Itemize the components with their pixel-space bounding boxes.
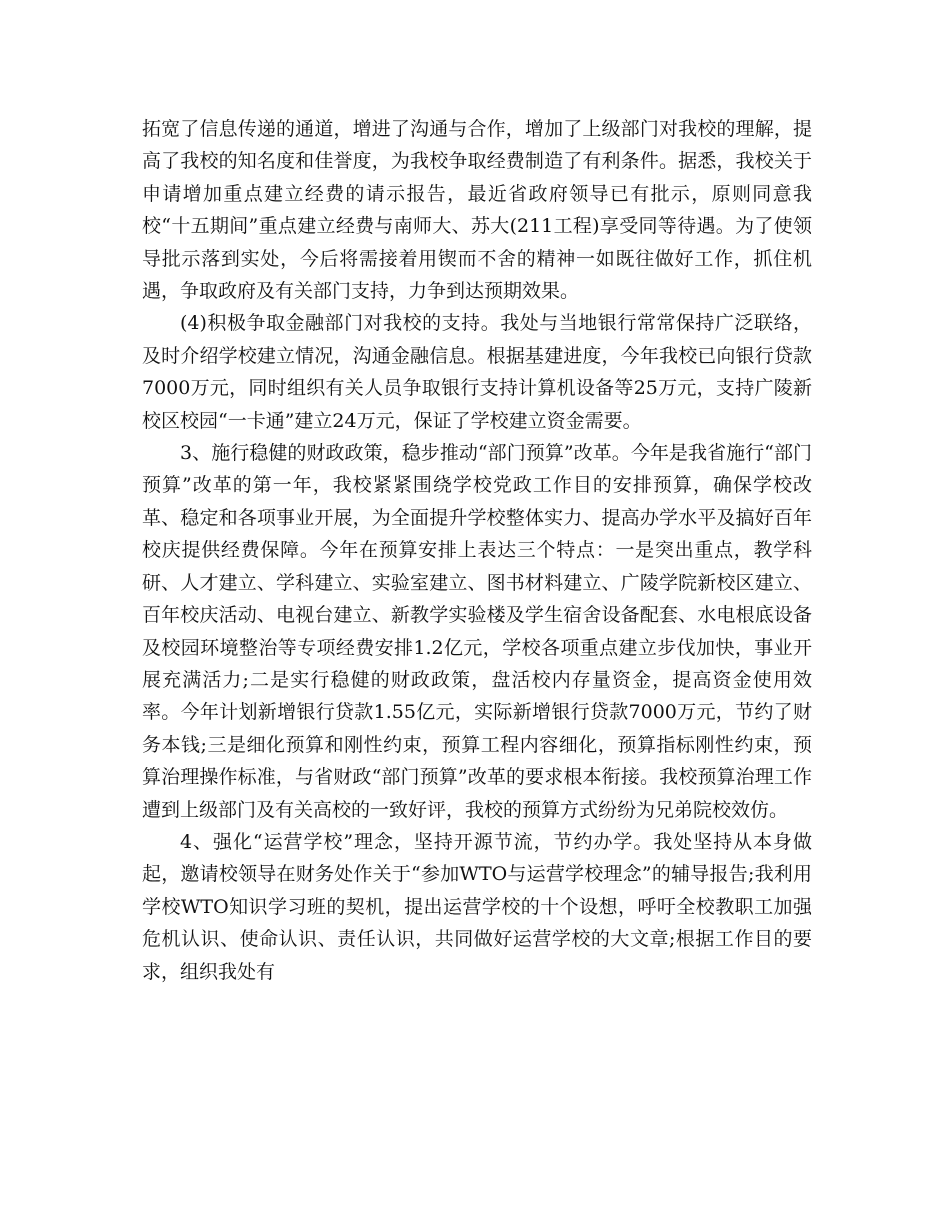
paragraph-budget-reform: 3、施行稳健的财政政策，稳步推动“部门预算”改革。今年是我省施行“部门预算”改革的第一年，我校紧紧围绕学校党政工作目的安排预算，确保学校改革、稳定和各项事业开展，为全面提升学校整体实力、提高办学水平及搞好百年校庆提供经费保障。今年在预算安排上表达三个特点：一是突出重点，教学科研、人才建立、学科建立、实验室建立、图书材料建立、广陵学院新校区建立、百年校庆活动、电视台建立、新教学实验楼及学生宿舍设备配套、水电根底设备及校园环境整治等专项经费安排1.2亿元，学校各项重点建立步伐加快，事业开展充满活力;二是实行稳健的财政政策，盘活校内存量资金，提高资金使用效率。今年计划新增银行贷款1.55亿元，实际新增银行贷款7000万元，节约了财务本钱;三是细化预算和刚性约束，预算工程内容细化，预算指标刚性约束，预算治理操作标准，与省财政“部门预算”改革的要求根本衔接。我校预算治理工作遭到上级部门及有关高校的一致好评，我校的预算方式纷纷为兄弟院校效仿。 — [142, 442, 812, 821]
paragraph-continuation: 拓宽了信息传递的通道，增进了沟通与合作，增加了上级部门对我校的理解，提高了我校的知名度和佳誉度，为我校争取经费制造了有利条件。据悉，我校关于申请增加重点建立经费的请示报告，最近省政府领导已有批示，原则同意我校“十五期间”重点建立经费与南师大、苏大(211工程)享受同等待遇。为了使领导批示落到实处，今后将需接着用锲而不舍的精神一如既往做好工作，抓住机遇，争取政府及有关部门支持，力争到达预期效果。 — [142, 118, 812, 303]
paragraph-financial-support: (4)积极争取金融部门对我校的支持。我处与当地银行常常保持广泛联络，及时介绍学校建立情况，沟通金融信息。根据基建进度，今年我校已向银行贷款7000万元，同时组织有关人员争取银行支持计算机设备等25万元，支持广陵新校区校园“一卡通”建立24万元，保证了学校建立资金需要。 — [142, 312, 812, 432]
paragraph-operating-school: 4、强化“运营学校”理念，坚持开源节流，节约办学。我处坚持从本身做起，邀请校领导在财务处作关于“参加WTO与运营学校理念”的辅导报告;我利用学校WTO知识学习班的契机，提出运营学校的十个设想，呼吁全校教职工加强危机认识、使命认识、责任认识，共同做好运营学校的大文章;根据工作目的要求，组织我处有 — [142, 830, 812, 983]
document-body — [142, 113, 812, 988]
